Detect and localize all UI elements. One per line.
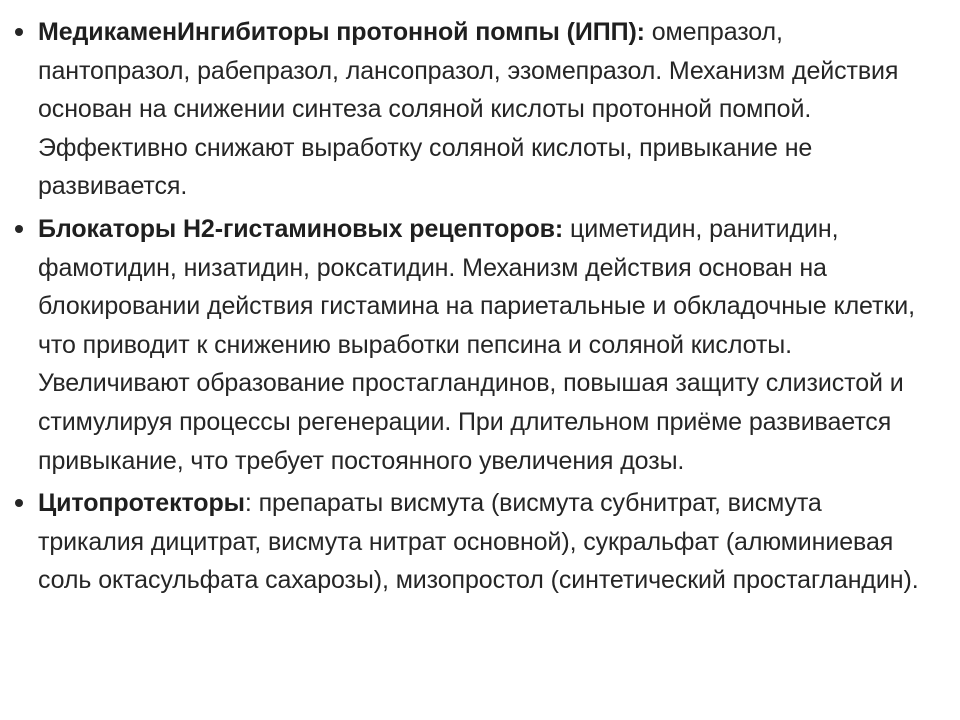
bullet-term: Цитопротекторы (38, 489, 245, 518)
bullet-text: : препараты висмута (висмута субнитрат, висмута трикалия дицитрат, висмута нитрат основной), сукральфат (алюминиевая соль октасульфата сахарозы), мизопростол (синтетический простагландин). (38, 489, 919, 595)
bullet-term: Блокаторы Н2-гистаминовых рецепторов: (38, 214, 564, 243)
bullet-item-cytoprotectors (38, 484, 930, 600)
bullet-dot-icon (15, 499, 23, 507)
bullet-term: МедикаменИнгибиторы протонной помпы (ИПП): (38, 18, 645, 46)
bullet-dot-icon (15, 225, 23, 233)
bullet-text: омепразол, пантопразол, рабепразол, лансопразол, эзомепразол. Механизм действия основан на снижении синтеза соляной кислоты протонной помпой. Эффективно снижают выработку соляной кислоты, привыкание не развивается. (38, 18, 899, 201)
bullet-dot-icon (15, 28, 23, 36)
bullet-list (38, 13, 930, 600)
bullet-item-h2-blockers (38, 210, 930, 480)
bullet-text: циметидин, ранитидин, фамотидин, низатидин, роксатидин. Механизм действия основан на блокировании действия гистамина на париетальные и обкладочные клетки, что приводит к снижению выработки пепсина и соляной кислоты. Увеличивают образование простагландинов, повышая защиту слизистой и стимулируя процессы регенерации. При длительном приёме развивается привыкание, что требует постоянного увеличения дозы. (38, 214, 915, 475)
bullet-item-ppi (38, 13, 930, 206)
